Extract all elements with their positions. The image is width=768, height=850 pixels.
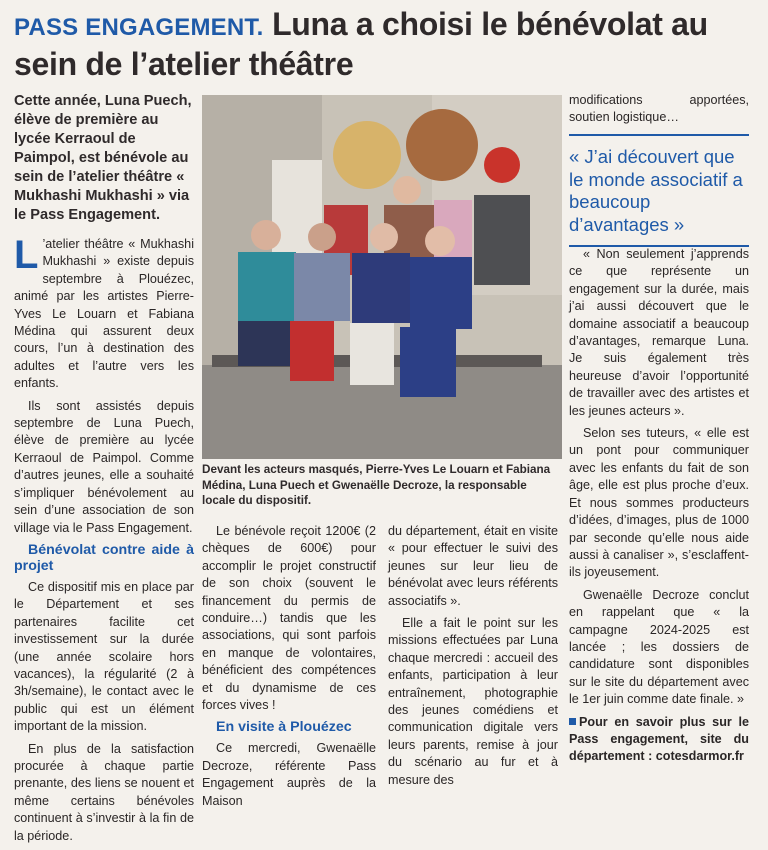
column-4-top — [569, 92, 749, 132]
col2-paragraph-1: Le bénévole reçoit 1200€ (2 chèques de 600€) pour accomplir le projet constructif de son choix (souvent le financement du permis de conduire…) tandis que les associations, qui sont parfois en manque de volontaires, bénéficient des compétences et du dynamisme de ces forces vives ! — [202, 524, 376, 713]
col4-paragraph-3: Gwenaëlle Decroze conclut en rappelant que « la campagne 2024-2025 est lancée ; les dossiers de candidature sont disponibles sur le site du département avec le 1er juin comme date finale. » — [569, 587, 749, 707]
col4-top-text: modifications apportées, soutien logistique… — [569, 93, 749, 125]
col1-paragraph-1-text: ’atelier théâtre « Mukhashi Mukhashi » existe depuis septembre à Plouézec, animé par les artistes Pierre-Yves Le Louarn et Fabiana Médina qui assurent deux cours, l’un à destination des adultes et l’autre vers les enfants. — [14, 237, 194, 391]
column-4 — [569, 246, 749, 771]
column-2 — [202, 523, 376, 815]
more-info-text: Pour en savoir plus sur le Pass engagement, site du département : cotesdarmor.fr — [569, 714, 749, 764]
col3-paragraph-1: du département, était en visite « pour effectuer le suivi des jeunes sur leur lieu de bénévolat avec leurs référents associatifs ». — [388, 524, 558, 608]
col1-paragraph-3: Ce dispositif mis en place par le Département et ses partenaires facilite cet investissement sur la durée (une année scolaire hors vacances), la régularité (2 à 3h/semaine), le contact avec le public qui est un élément important de la mission. — [14, 579, 194, 734]
subheading-visite: En visite à Plouézec — [216, 719, 352, 736]
col2-paragraph-2: Ce mercredi, Gwenaëlle Decroze, référente Pass Engagement auprès de la Maison — [202, 741, 376, 808]
more-info — [569, 714, 749, 766]
col4-paragraph-2: Selon ses tuteurs, « elle est un pont pour communiquer avec les enfants du fait de son âge, elle est plus proche d’eux. Et nous sommes producteurs d’idées, d’images, plus de 1000 par seconde qu’elle nous aide aussi à canaliser », s’esclaffent-ils joyeusement. — [569, 426, 749, 580]
article-lead: Cette année, Luna Puech, élève de première au lycée Kerraoul de Paimpol, est bénévole au sein de l’atelier théâtre « Mukhashi Mukhashi » via le Pass Engagement. — [14, 93, 192, 223]
article-photo — [202, 95, 562, 459]
col1-paragraph-2: Ils sont assistés depuis septembre de Luna Puech, élève de première au lycée Kerraoul de Paimpol. Comme d’autres jeunes, elle a souhaité s’impliquer bénévolement au sein d’une association de son village via le Pass Engagement. — [14, 398, 194, 535]
bullet-square-icon — [569, 718, 576, 725]
article-headline — [14, 6, 759, 82]
column-1 — [14, 233, 194, 850]
photo-caption: Devant les acteurs masqués, Pierre-Yves Le Louarn et Fabiana Médina, Luna Puech et Gwenaëlle Decroze, la responsable locale du dispositif. — [202, 463, 551, 507]
pull-quote: « J’ai découvert que le monde associatif a beaucoup d’avantages » — [569, 134, 749, 247]
headline-title: Luna a choisi le bénévolat au sein de l’atelier théâtre — [14, 6, 708, 82]
drop-cap: L — [14, 233, 39, 277]
photo-illustration — [202, 95, 562, 459]
subheading-benevolat: Bénévolat contre aide à projet — [14, 541, 194, 574]
col4-paragraph-1: « Non seulement j’apprends ce que représente un engagement sur la durée, mais j’ai aussi découvert que le domaine associatif a beaucoup d’avantages, remarque Luna. Je suis également très heureuse d’avoir l’opportunité de travailler avec des artistes et les jeunes acteurs ». — [569, 247, 749, 418]
col3-paragraph-2: Elle a fait le point sur les missions effectuées par Luna chaque mercredi : accueil des enfants, participation à leur entraînement, photographie des jeunes comédiens et communication digitale vers leurs parents, remise à jour du scénario au fur et à mesure des — [388, 616, 558, 787]
col1-paragraph-4: En plus de la satisfaction procurée à chaque partie prenante, des liens se nouent et même certains bénévoles continuent à s’investir à la fin de la période. — [14, 741, 194, 843]
headline-kicker: PASS ENGAGEMENT. — [14, 14, 264, 41]
column-3 — [388, 523, 558, 794]
col1-paragraph-1 — [14, 233, 194, 393]
